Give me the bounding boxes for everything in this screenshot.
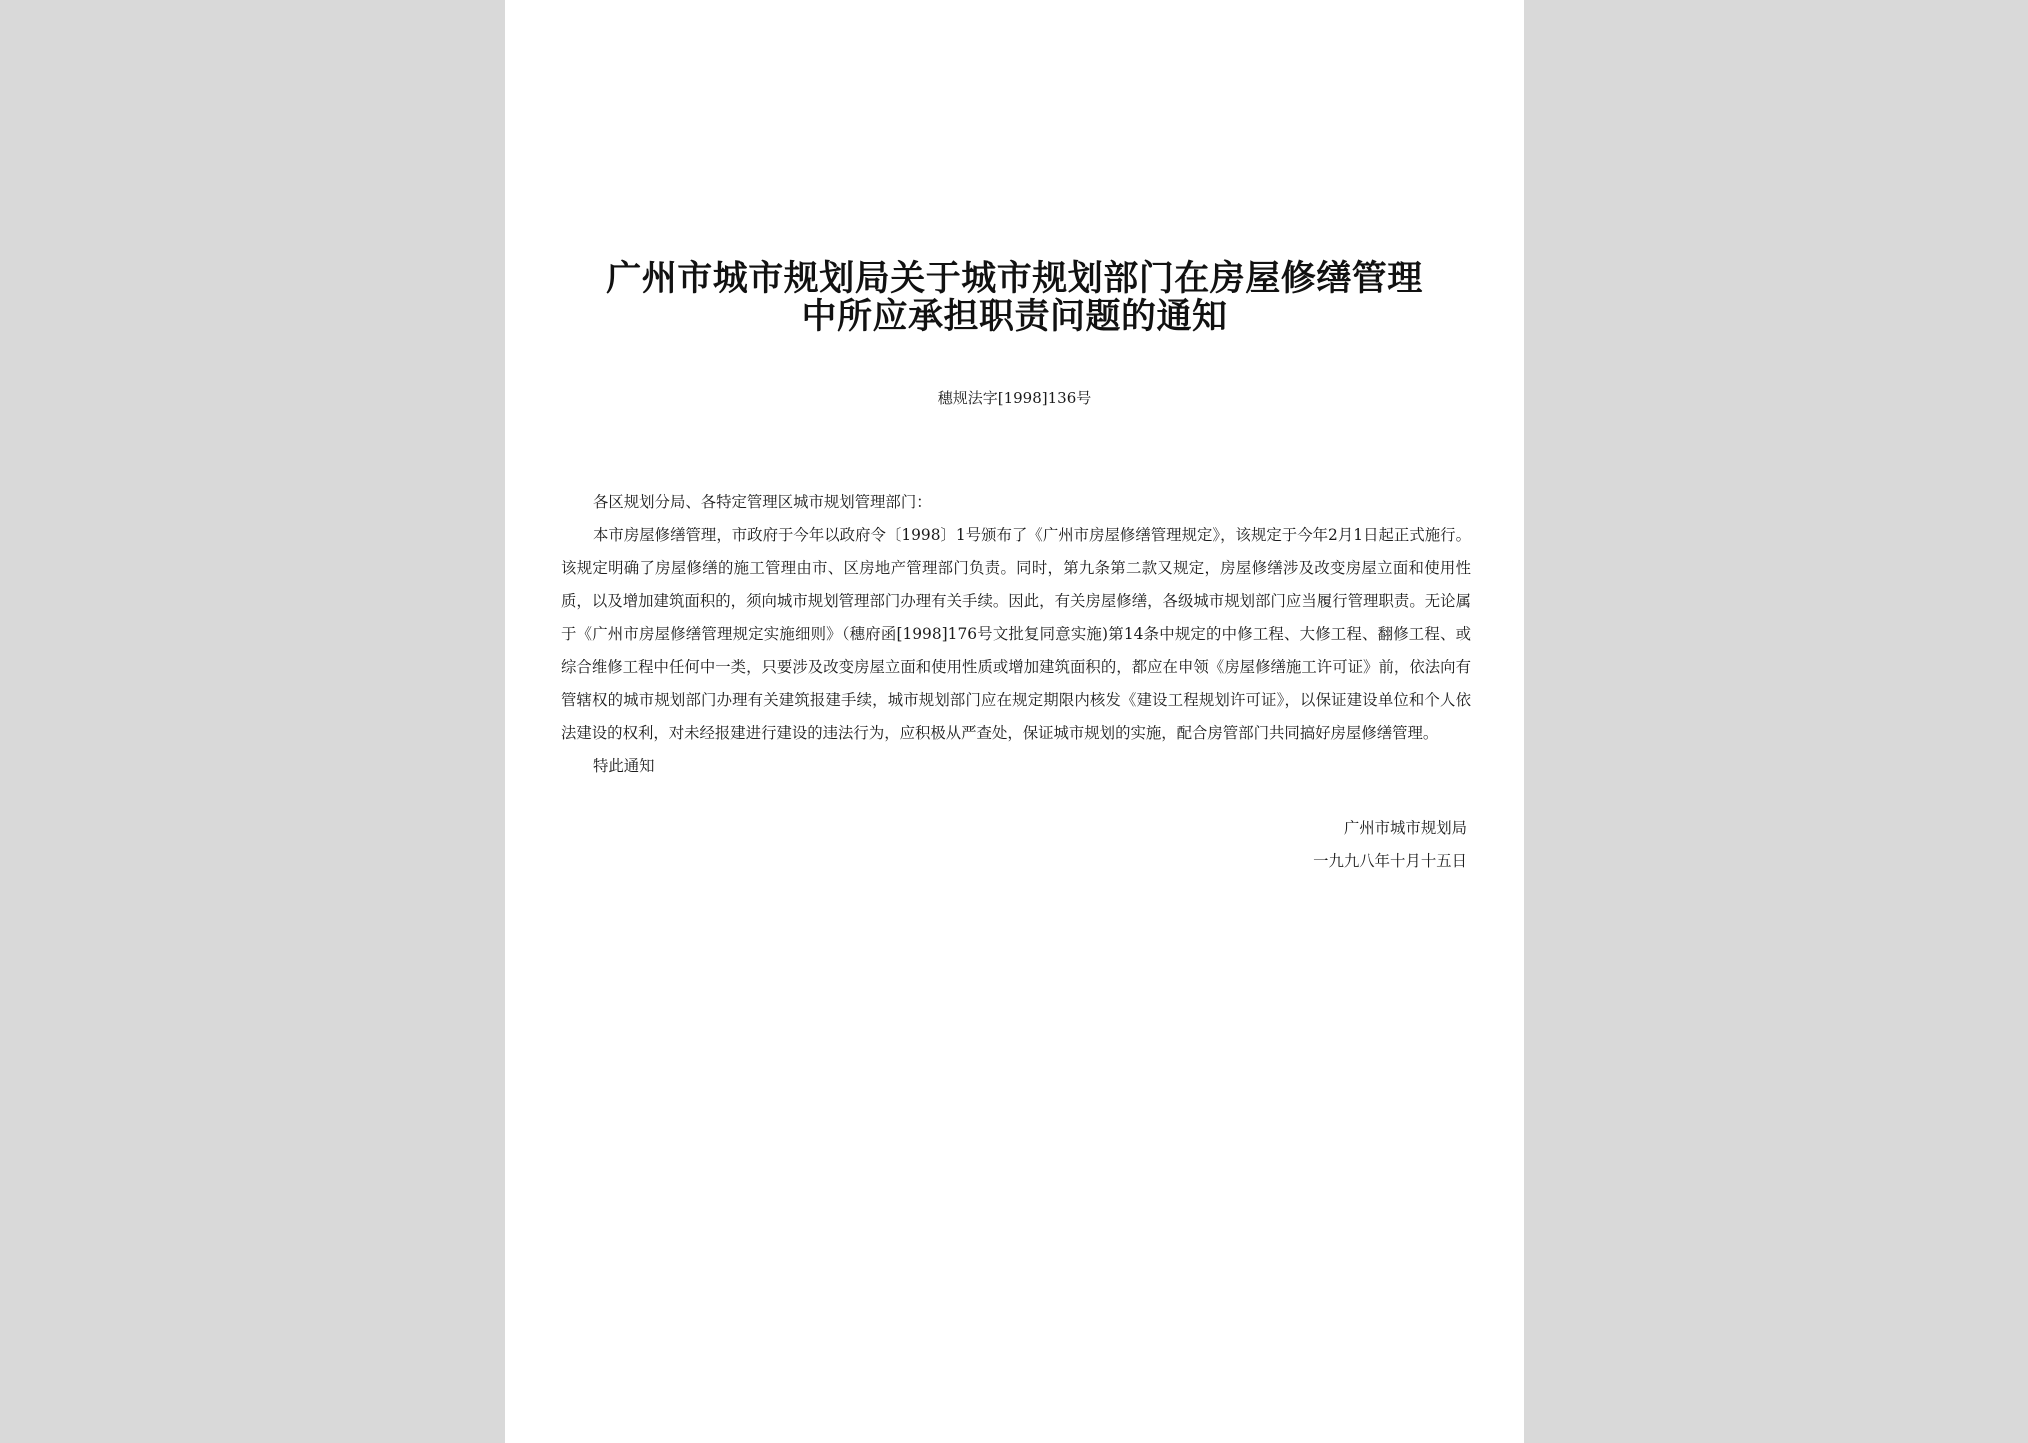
document-number: 穗规法字[1998]136号 bbox=[937, 389, 1092, 407]
document-page bbox=[505, 0, 1524, 1443]
title-line-1: 广州市城市规划局关于城市规划部门在房屋修缮管理 bbox=[606, 259, 1423, 299]
signature-date: 一九九八年十月十五日 bbox=[1313, 852, 1467, 870]
document-body bbox=[561, 486, 1471, 783]
body-paragraph: 本市房屋修缮管理，市政府于今年以政府令〔1998〕1号颁布了《广州市房屋修缮管理规定》，该规定于今年2月1日起正式施行。该规定明确了房屋修缮的施工管理由市、区房地产管理部门负责。同时，第九条第二款又规定，房屋修缮涉及改变房屋立面和使用性质，以及增加建筑面积的，须向城市规划管理部门办理有关手续。因此，有关房屋修缮，各级城市规划部门应当履行管理职责。无论属于《广州市房屋修缮管理规定实施细则》（穗府函[1998]176号文批复同意实施)第14条中规定的中修工程、大修工程、翻修工程、或综合维修工程中任何中一类，只要涉及改变房屋立面和使用性质或增加建筑面积的，都应在申领《房屋修缮施工许可证》前，依法向有管辖权的城市规划部门办理有关建筑报建手续，城市规划部门应在规定期限内核发《建设工程规划许可证》，以保证建设单位和个人依法建设的权利，对未经报建进行建设的违法行为，应积极从严查处，保证城市规划的实施，配合房管部门共同搞好房屋修缮管理。 bbox=[561, 526, 1471, 742]
salutation: 各区规划分局、各特定管理区城市规划管理部门： bbox=[593, 493, 932, 511]
signature-organization: 广州市城市规划局 bbox=[1343, 819, 1467, 837]
title-line-2: 中所应承担职责问题的通知 bbox=[801, 297, 1228, 337]
document-title bbox=[505, 260, 1524, 336]
closing-text: 特此通知 bbox=[593, 757, 655, 775]
